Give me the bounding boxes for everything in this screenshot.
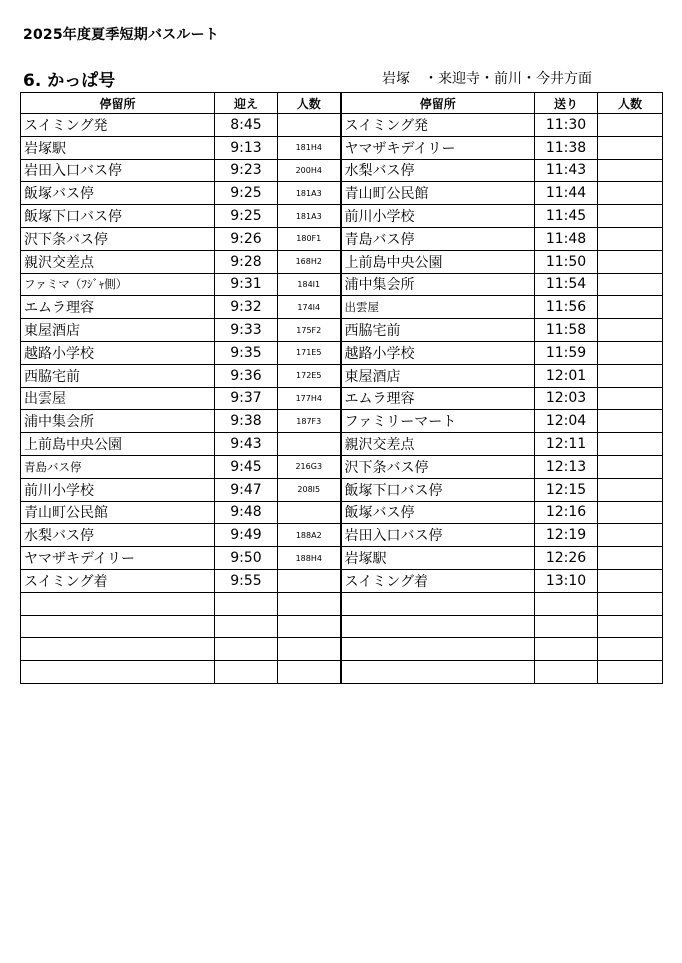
dropoff-time-cell bbox=[535, 615, 598, 638]
pickup-count-cell bbox=[278, 661, 341, 684]
dropoff-time-cell: 12:01 bbox=[535, 364, 598, 387]
table-row bbox=[21, 319, 663, 342]
pickup-count-cell: 181H4 bbox=[278, 136, 341, 159]
table-row bbox=[21, 615, 663, 638]
dropoff-time-cell: 12:19 bbox=[535, 524, 598, 547]
dropoff-time-cell: 11:45 bbox=[535, 205, 598, 228]
dropoff-time-cell: 11:50 bbox=[535, 250, 598, 273]
dropoff-time-cell: 12:13 bbox=[535, 455, 598, 478]
pickup-count-cell bbox=[278, 569, 341, 592]
table-row bbox=[21, 114, 663, 137]
route-destinations: 岩塚 ・来迎寺・前川・今井方面 bbox=[382, 71, 592, 87]
dropoff-count-cell bbox=[598, 341, 663, 364]
pickup-stop-cell: 青山町公民館 bbox=[21, 501, 215, 524]
dropoff-count-cell bbox=[598, 227, 663, 250]
dropoff-stop-cell bbox=[341, 592, 535, 615]
dropoff-count-cell bbox=[598, 638, 663, 661]
dropoff-count-cell bbox=[598, 205, 663, 228]
pickup-stop-cell: 岩田入口バス停 bbox=[21, 159, 215, 182]
pickup-count-cell: 181A3 bbox=[278, 205, 341, 228]
pickup-stop-cell: 出雲屋 bbox=[21, 387, 215, 410]
dropoff-stop-cell: エムラ理容 bbox=[341, 387, 535, 410]
pickup-count-cell: 171E5 bbox=[278, 341, 341, 364]
dropoff-count-cell bbox=[598, 524, 663, 547]
dropoff-stop-cell: ファミリーマート bbox=[341, 410, 535, 433]
pickup-count-cell: 187F3 bbox=[278, 410, 341, 433]
table-row bbox=[21, 387, 663, 410]
document-title: 2025年度夏季短期バスルート bbox=[23, 27, 219, 43]
pickup-stop-cell bbox=[21, 638, 215, 661]
dropoff-stop-cell: スイミング着 bbox=[341, 569, 535, 592]
table-row bbox=[21, 661, 663, 684]
dropoff-stop-cell: 前川小学校 bbox=[341, 205, 535, 228]
dropoff-count-cell bbox=[598, 319, 663, 342]
dropoff-stop-cell: 沢下条バス停 bbox=[341, 455, 535, 478]
pickup-time-cell: 9:36 bbox=[215, 364, 278, 387]
dropoff-stop-cell: 飯塚バス停 bbox=[341, 501, 535, 524]
dropoff-time-cell: 12:15 bbox=[535, 478, 598, 501]
dropoff-count-cell bbox=[598, 364, 663, 387]
pickup-time-cell: 9:33 bbox=[215, 319, 278, 342]
pickup-time-cell: 9:48 bbox=[215, 501, 278, 524]
pickup-count-cell: 181A3 bbox=[278, 182, 341, 205]
table-row bbox=[21, 296, 663, 319]
pickup-stop-cell: 上前島中央公園 bbox=[21, 433, 215, 456]
pickup-stop-cell: 沢下条バス停 bbox=[21, 227, 215, 250]
pickup-time-cell: 9:23 bbox=[215, 159, 278, 182]
pickup-count-cell: 172E5 bbox=[278, 364, 341, 387]
pickup-count-cell: 208I5 bbox=[278, 478, 341, 501]
timetable bbox=[20, 92, 663, 684]
pickup-stop-cell: スイミング発 bbox=[21, 114, 215, 137]
pickup-time-cell: 9:35 bbox=[215, 341, 278, 364]
dropoff-time-cell: 11:59 bbox=[535, 341, 598, 364]
pickup-stop-cell: 青島バス停 bbox=[21, 455, 215, 478]
header-row bbox=[21, 93, 663, 114]
pickup-count-cell: 184I1 bbox=[278, 273, 341, 296]
pickup-stop-cell: 越路小学校 bbox=[21, 341, 215, 364]
pickup-stop-cell: ファミマ（ﾌｼﾞｬ側） bbox=[21, 273, 215, 296]
dropoff-count-cell bbox=[598, 569, 663, 592]
table-row bbox=[21, 341, 663, 364]
table-row bbox=[21, 638, 663, 661]
pickup-count-cell: 188H4 bbox=[278, 547, 341, 570]
dropoff-stop-cell bbox=[341, 661, 535, 684]
table-row bbox=[21, 501, 663, 524]
dropoff-count-cell bbox=[598, 455, 663, 478]
table-row bbox=[21, 433, 663, 456]
dropoff-stop-cell bbox=[341, 638, 535, 661]
pickup-time-cell: 9:28 bbox=[215, 250, 278, 273]
dropoff-count-cell bbox=[598, 478, 663, 501]
table-row bbox=[21, 273, 663, 296]
dropoff-count-cell bbox=[598, 433, 663, 456]
table-row bbox=[21, 364, 663, 387]
table-row bbox=[21, 250, 663, 273]
pickup-stop-cell: 前川小学校 bbox=[21, 478, 215, 501]
pickup-time-cell: 9:38 bbox=[215, 410, 278, 433]
table-row bbox=[21, 159, 663, 182]
dropoff-time-cell: 11:48 bbox=[535, 227, 598, 250]
pickup-time-cell: 9:25 bbox=[215, 205, 278, 228]
pickup-stop-cell: 水梨バス停 bbox=[21, 524, 215, 547]
pickup-count-cell: 200H4 bbox=[278, 159, 341, 182]
header-dropoff-count: 人数 bbox=[598, 93, 663, 114]
dropoff-time-cell bbox=[535, 638, 598, 661]
pickup-time-cell: 9:32 bbox=[215, 296, 278, 319]
dropoff-time-cell: 11:30 bbox=[535, 114, 598, 137]
dropoff-count-cell bbox=[598, 250, 663, 273]
header-dropoff-time: 送り bbox=[535, 93, 598, 114]
pickup-time-cell: 9:47 bbox=[215, 478, 278, 501]
dropoff-time-cell: 11:54 bbox=[535, 273, 598, 296]
pickup-time-cell: 9:25 bbox=[215, 182, 278, 205]
dropoff-stop-cell: 上前島中央公園 bbox=[341, 250, 535, 273]
pickup-count-cell: 216G3 bbox=[278, 455, 341, 478]
dropoff-stop-cell: 青島バス停 bbox=[341, 227, 535, 250]
table-row bbox=[21, 547, 663, 570]
pickup-time-cell: 9:55 bbox=[215, 569, 278, 592]
dropoff-stop-cell bbox=[341, 615, 535, 638]
dropoff-count-cell bbox=[598, 592, 663, 615]
dropoff-count-cell bbox=[598, 182, 663, 205]
table-row bbox=[21, 227, 663, 250]
dropoff-count-cell bbox=[598, 136, 663, 159]
pickup-time-cell bbox=[215, 615, 278, 638]
pickup-count-cell bbox=[278, 615, 341, 638]
dropoff-stop-cell: 青山町公民館 bbox=[341, 182, 535, 205]
header-pickup-time: 迎え bbox=[215, 93, 278, 114]
dropoff-stop-cell: 浦中集会所 bbox=[341, 273, 535, 296]
dropoff-time-cell: 11:58 bbox=[535, 319, 598, 342]
pickup-time-cell: 9:50 bbox=[215, 547, 278, 570]
dropoff-count-cell bbox=[598, 296, 663, 319]
pickup-count-cell bbox=[278, 433, 341, 456]
table-row bbox=[21, 478, 663, 501]
dropoff-count-cell bbox=[598, 273, 663, 296]
pickup-stop-cell: 飯塚下口バス停 bbox=[21, 205, 215, 228]
pickup-count-cell bbox=[278, 114, 341, 137]
dropoff-count-cell bbox=[598, 501, 663, 524]
table-row bbox=[21, 205, 663, 228]
header-pickup-count: 人数 bbox=[278, 93, 341, 114]
pickup-time-cell bbox=[215, 592, 278, 615]
dropoff-time-cell: 11:56 bbox=[535, 296, 598, 319]
dropoff-time-cell: 12:03 bbox=[535, 387, 598, 410]
pickup-time-cell: 8:45 bbox=[215, 114, 278, 137]
dropoff-time-cell: 11:44 bbox=[535, 182, 598, 205]
dropoff-stop-cell: 飯塚下口バス停 bbox=[341, 478, 535, 501]
pickup-time-cell bbox=[215, 661, 278, 684]
dropoff-count-cell bbox=[598, 114, 663, 137]
dropoff-stop-cell: 岩塚駅 bbox=[341, 547, 535, 570]
pickup-stop-cell bbox=[21, 661, 215, 684]
pickup-count-cell bbox=[278, 592, 341, 615]
dropoff-count-cell bbox=[598, 547, 663, 570]
table-row bbox=[21, 524, 663, 547]
pickup-stop-cell: 親沢交差点 bbox=[21, 250, 215, 273]
route-title: 6. かっぱ号 bbox=[23, 71, 116, 91]
pickup-time-cell: 9:43 bbox=[215, 433, 278, 456]
table-row bbox=[21, 569, 663, 592]
pickup-count-cell: 175F2 bbox=[278, 319, 341, 342]
dropoff-time-cell: 11:43 bbox=[535, 159, 598, 182]
pickup-stop-cell: 飯塚バス停 bbox=[21, 182, 215, 205]
pickup-stop-cell: 岩塚駅 bbox=[21, 136, 215, 159]
pickup-stop-cell: 浦中集会所 bbox=[21, 410, 215, 433]
pickup-count-cell: 188A2 bbox=[278, 524, 341, 547]
pickup-time-cell: 9:37 bbox=[215, 387, 278, 410]
dropoff-stop-cell: 越路小学校 bbox=[341, 341, 535, 364]
dropoff-stop-cell: 水梨バス停 bbox=[341, 159, 535, 182]
pickup-count-cell: 177H4 bbox=[278, 387, 341, 410]
pickup-stop-cell bbox=[21, 615, 215, 638]
pickup-stop-cell: エムラ理容 bbox=[21, 296, 215, 319]
pickup-time-cell: 9:49 bbox=[215, 524, 278, 547]
pickup-count-cell bbox=[278, 638, 341, 661]
pickup-stop-cell: 西脇宅前 bbox=[21, 364, 215, 387]
table-row bbox=[21, 136, 663, 159]
pickup-time-cell: 9:26 bbox=[215, 227, 278, 250]
table-row bbox=[21, 592, 663, 615]
pickup-time-cell: 9:13 bbox=[215, 136, 278, 159]
dropoff-time-cell: 12:26 bbox=[535, 547, 598, 570]
dropoff-count-cell bbox=[598, 410, 663, 433]
pickup-stop-cell: スイミング着 bbox=[21, 569, 215, 592]
pickup-count-cell: 174I4 bbox=[278, 296, 341, 319]
pickup-time-cell: 9:31 bbox=[215, 273, 278, 296]
pickup-stop-cell: ヤマザキデイリー bbox=[21, 547, 215, 570]
dropoff-stop-cell: 親沢交差点 bbox=[341, 433, 535, 456]
dropoff-time-cell: 12:04 bbox=[535, 410, 598, 433]
dropoff-time-cell: 12:16 bbox=[535, 501, 598, 524]
dropoff-time-cell bbox=[535, 661, 598, 684]
dropoff-stop-cell: スイミング発 bbox=[341, 114, 535, 137]
pickup-stop-cell bbox=[21, 592, 215, 615]
table-row bbox=[21, 410, 663, 433]
header-stop-dropoff: 停留所 bbox=[341, 93, 535, 114]
pickup-time-cell: 9:45 bbox=[215, 455, 278, 478]
dropoff-time-cell: 13:10 bbox=[535, 569, 598, 592]
dropoff-stop-cell: 西脇宅前 bbox=[341, 319, 535, 342]
dropoff-stop-cell: 岩田入口バス停 bbox=[341, 524, 535, 547]
table-row bbox=[21, 182, 663, 205]
dropoff-count-cell bbox=[598, 387, 663, 410]
pickup-count-cell bbox=[278, 501, 341, 524]
dropoff-stop-cell: ヤマザキデイリー bbox=[341, 136, 535, 159]
dropoff-count-cell bbox=[598, 615, 663, 638]
pickup-count-cell: 168H2 bbox=[278, 250, 341, 273]
dropoff-time-cell: 12:11 bbox=[535, 433, 598, 456]
pickup-count-cell: 180F1 bbox=[278, 227, 341, 250]
dropoff-count-cell bbox=[598, 661, 663, 684]
table-row bbox=[21, 455, 663, 478]
pickup-time-cell bbox=[215, 638, 278, 661]
dropoff-count-cell bbox=[598, 159, 663, 182]
dropoff-time-cell bbox=[535, 592, 598, 615]
pickup-stop-cell: 東屋酒店 bbox=[21, 319, 215, 342]
dropoff-stop-cell: 出雲屋 bbox=[341, 296, 535, 319]
dropoff-stop-cell: 東屋酒店 bbox=[341, 364, 535, 387]
dropoff-time-cell: 11:38 bbox=[535, 136, 598, 159]
header-stop-pickup: 停留所 bbox=[21, 93, 215, 114]
